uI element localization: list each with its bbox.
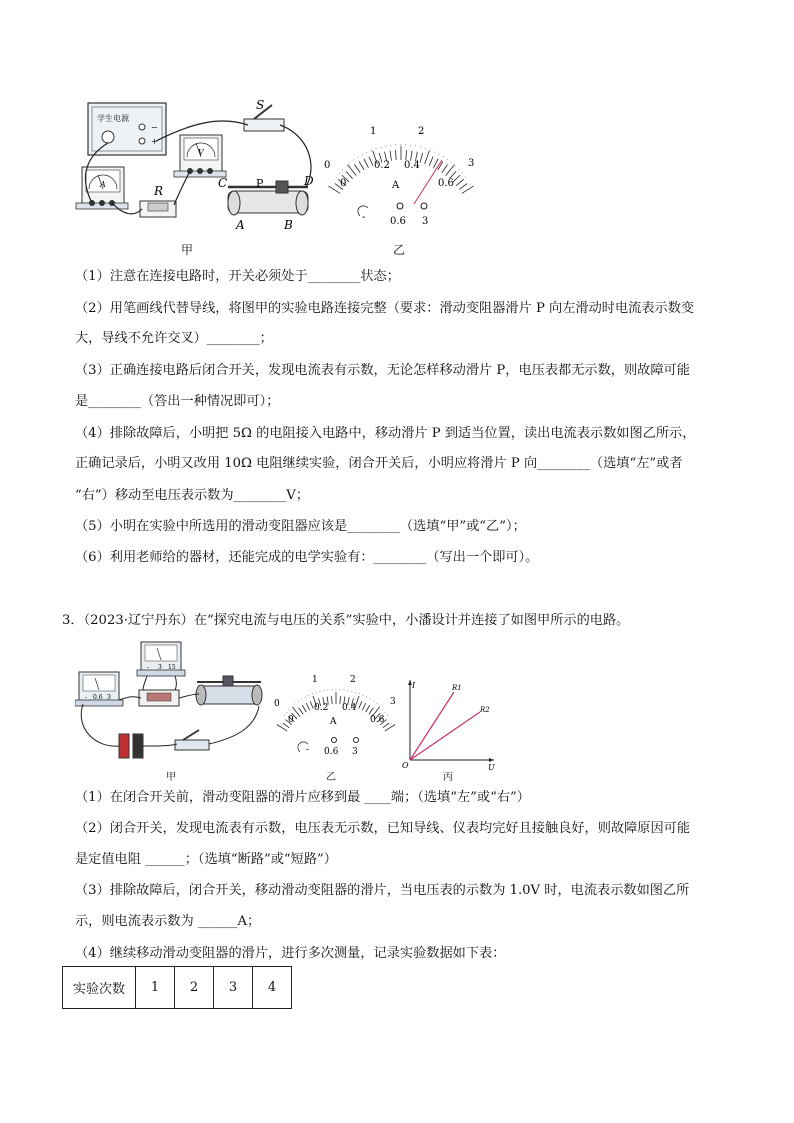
q3-data-table <box>62 966 292 1009</box>
bottom-tick-0: 0 <box>288 715 294 725</box>
q3-fig-bing-caption: 丙 <box>443 772 453 783</box>
svg-text:−: − <box>151 123 158 132</box>
dial-tick <box>442 164 448 172</box>
voltmeter-terminal-15: 15 <box>168 664 176 671</box>
rheostat-d-label: D <box>304 174 314 188</box>
dial-tick <box>396 150 397 160</box>
ammeter <box>76 167 128 209</box>
voltmeter <box>174 135 226 177</box>
q3-line-3: 是定值电阻 ______；（选填“断路”或“短路”） <box>75 852 337 867</box>
dial-tick <box>459 184 467 190</box>
dial-tick <box>390 151 391 161</box>
bottom-tick-2: 0.4 <box>404 160 420 171</box>
rheostat <box>218 174 314 232</box>
bottom-tick-3: 0.6 <box>370 715 385 725</box>
unit-label: A <box>330 717 337 727</box>
q3-stem: 3．（2023·辽宁丹东）在“探究电流与电压的关系”实验中，小潘设计并连接了如图甲所示的电路。 <box>62 613 630 628</box>
voltmeter-terminal-3: 3 <box>158 664 162 671</box>
switch-s-label: S <box>256 98 265 112</box>
q3-line-4: （3）排除故障后，闭合开关，移动滑动变阻器的滑片，当电压表的示数为 1.0V 时，电流表示数如图乙所 <box>75 883 690 898</box>
resistor-r-label: R <box>154 184 164 198</box>
rheostat <box>196 676 262 705</box>
dial-tick <box>346 171 353 178</box>
table-cell: 2 <box>175 967 214 1009</box>
q2-line-7: 正确记录后，小明又改用 10Ω 电阻继续实验，闭合开关后，小明应将滑片 P 向________（选填“左”或者 <box>75 456 683 471</box>
ammeter-terminal-minus: - <box>85 694 88 701</box>
table-header-cell: 实验次数 <box>63 967 136 1009</box>
q3-fig-jia-caption: 甲 <box>166 772 176 783</box>
terminal-0-6: 0.6 <box>390 216 406 227</box>
terminal-minus: - <box>362 212 366 223</box>
table-row <box>63 967 292 1009</box>
r2-line <box>410 712 480 760</box>
dial-tick <box>446 165 455 176</box>
power-supply <box>88 103 166 155</box>
r2-label: R2 <box>480 706 490 714</box>
q3-line-5: 示，则电流表示数为 ______A； <box>75 914 261 929</box>
dial-tick <box>340 696 341 704</box>
dial-tick <box>366 705 370 712</box>
terminal-3: 3 <box>422 216 429 227</box>
dial-tick <box>420 153 423 163</box>
q3-ammeter-dial-yi <box>270 672 400 760</box>
table-cell: 1 <box>136 967 175 1009</box>
q2-circuit-figure-jia <box>68 95 331 240</box>
dial-tick <box>306 703 310 710</box>
rheostat-b-label: B <box>284 218 293 232</box>
dial-tick <box>299 708 304 715</box>
q2-fig-jia-caption: 甲 <box>181 243 194 257</box>
voltmeter <box>137 642 185 676</box>
q2-line-1: （1）注意在连接电路时，开关必须处于________状态； <box>75 269 400 284</box>
rheostat-p-label: P <box>256 177 264 190</box>
dial-tick <box>359 701 362 708</box>
terminal-0-6: 0.6 <box>324 747 339 757</box>
top-tick-1: 1 <box>370 126 377 137</box>
bottom-tick-2: 0.4 <box>342 703 357 713</box>
q2-line-3: 大，导线不允许交叉）________； <box>75 331 273 346</box>
q2-line-4: （3）正确连接电路后闭合开关，发现电流表有示数，无论怎样移动滑片 P，电压表都无示数，则故障可能 <box>75 363 690 378</box>
q3-line-6: （4）继续移动滑动变阻器的滑片，进行多次测量，记录实验数据如下表： <box>75 946 506 961</box>
battery <box>119 734 143 758</box>
dial-tick <box>348 165 357 176</box>
table-cell: 3 <box>214 967 253 1009</box>
top-tick-0: 0 <box>324 160 331 171</box>
dial-tick <box>429 157 433 166</box>
q2-fig-yi-caption: 乙 <box>393 243 406 257</box>
dial-tick <box>369 157 373 166</box>
ammeter-label: A <box>100 180 106 189</box>
resistor <box>139 690 179 706</box>
svg-text:+: + <box>151 137 158 146</box>
ammeter-terminal-3: 3 <box>107 694 111 701</box>
bottom-tick-1: 0.2 <box>314 703 329 713</box>
r1-label: R1 <box>452 684 462 692</box>
dial-tick <box>453 175 460 182</box>
switch-s <box>244 98 284 131</box>
top-tick-0: 0 <box>274 699 280 709</box>
bottom-tick-1: 0.2 <box>374 160 390 171</box>
dial-tick <box>456 179 464 185</box>
q2-ammeter-dial-yi <box>318 122 483 232</box>
dial-tick <box>359 162 364 171</box>
q3-line-1: （1）在闭合开关前，滑动变阻器的滑片应移到最 ____端；（选填“左”或“右”） <box>75 790 530 805</box>
bottom-tick-0: 0 <box>340 178 347 189</box>
top-tick-3: 3 <box>468 158 475 169</box>
dial-tick <box>406 150 407 160</box>
dial-tick <box>362 703 366 710</box>
ammeter <box>75 672 123 706</box>
rheostat-a-label: A <box>236 218 245 232</box>
r1-line <box>410 692 454 760</box>
ammeter-terminal-0-6: 0.6 <box>93 694 103 701</box>
q3-iu-graph-bing <box>400 676 500 771</box>
dial-tick <box>310 701 313 708</box>
power-supply-label: 学生电源 <box>97 114 129 123</box>
q2-line-5: 是________（答出一种情况即可）； <box>75 394 280 409</box>
dial-tick <box>328 186 340 194</box>
table-cell: 4 <box>253 967 292 1009</box>
dial-tick <box>302 705 306 712</box>
q2-line-10: （6）利用老师给的器材，还能完成的电学实验有：________（写出一个即可）。 <box>75 550 539 565</box>
q3-fig-yi-caption: 乙 <box>326 772 336 783</box>
bottom-tick-3: 0.6 <box>438 178 454 189</box>
dial-tick <box>364 159 369 168</box>
unit-label: A <box>392 180 400 191</box>
resistor-r <box>140 184 176 217</box>
axis-u-label: U <box>488 763 495 771</box>
dial-tick <box>332 696 333 704</box>
top-tick-3: 3 <box>390 697 396 707</box>
q2-line-9: （5）小明在实验中所选用的滑动变阻器应该是________（选填“甲”或“乙”）； <box>75 519 526 534</box>
q3-circuit-figure-jia <box>75 638 275 763</box>
top-tick-2: 2 <box>418 126 425 137</box>
q2-line-2: （2）用笔画线代替导线，将图甲的实验电路连接完整（要求：滑动变阻器滑片 P 向左滑动时电流表示数变 <box>75 301 695 316</box>
top-tick-1: 1 <box>312 675 318 685</box>
terminal-minus: - <box>306 745 310 755</box>
voltmeter-terminal-minus: - <box>147 664 150 671</box>
dial-tick <box>462 186 474 194</box>
switch <box>175 730 209 750</box>
top-tick-2: 2 <box>350 675 356 685</box>
dial-tick <box>425 151 430 164</box>
dial-tick <box>369 708 374 715</box>
voltmeter-label: V <box>198 148 204 157</box>
q2-line-6: （4）排除故障后，小明把 5Ω 的电阻接入电路中，移动滑片 P 到适当位置，读出电流表示数如图乙所示， <box>75 426 696 441</box>
rheostat-c-label: C <box>218 176 228 190</box>
terminal-3: 3 <box>352 747 358 757</box>
q2-line-8: “右”）移动至电压表示数为________V； <box>75 488 310 503</box>
axis-i-label: I <box>412 681 416 690</box>
q3-line-2: （2）闭合开关，发现电流表有示数，电压表无示数，已知导线、仪表均完好且接触良好，则故障原因可能 <box>75 821 691 836</box>
dial-tick <box>354 164 360 172</box>
origin-label: O <box>402 761 409 770</box>
